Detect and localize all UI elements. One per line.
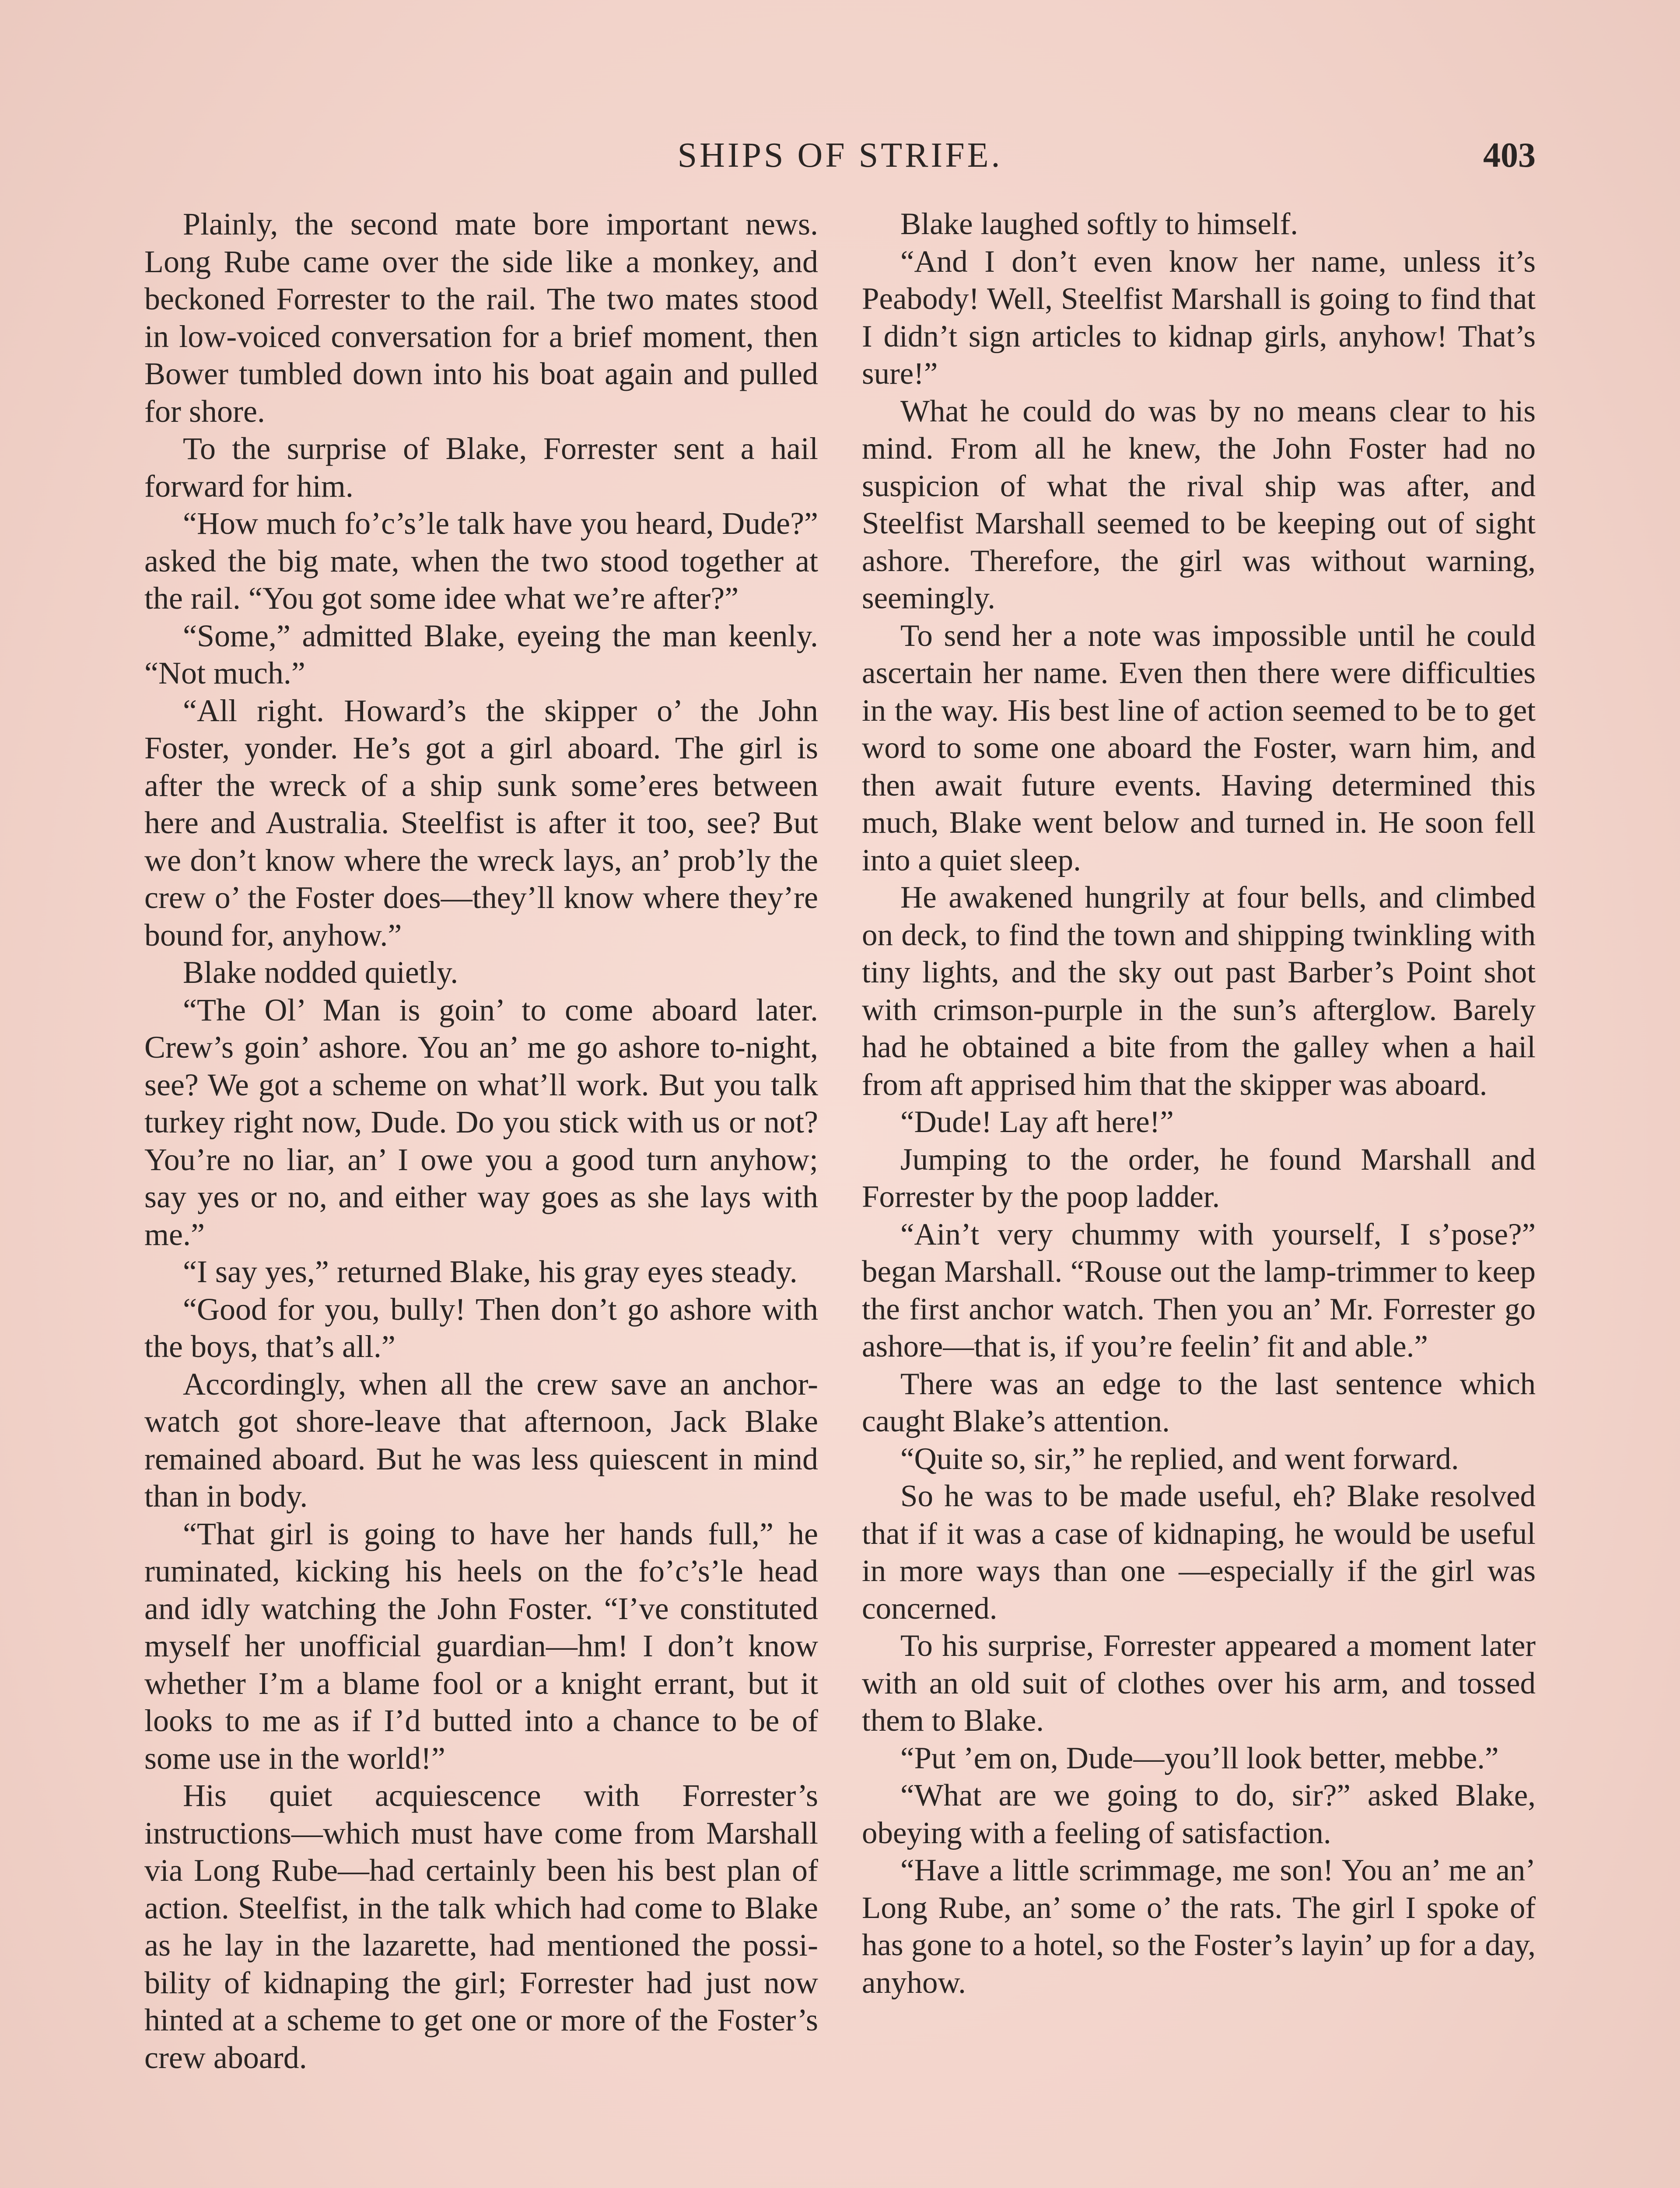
paragraph: There was an edge to the last sentence which caught Blake’s attention.: [862, 1367, 1536, 1438]
paragraph: Blake laughed softly to himself.: [900, 207, 1298, 241]
page-header: [144, 131, 1536, 179]
paragraph: “All right. Howard’s the skipper o’ the John Foster, yonder. He’s got a girl aboard. The girl is after the wreck of a ship sunk some’eres between here and Australia. Steelfist is after it too, see? But we don’t know where the wreck lays, an’ prob’ly the crew o’ the Foster does—they’ll know where they’re bound for, anyhow.”: [144, 693, 818, 953]
paragraph: Accordingly, when all the crew save an anchor-watch got shore-leave that afternoon, Jack Blake remained aboard. But he was less quiescent in mind than in body.: [144, 1366, 818, 1514]
paragraph: Blake nodded quietly.: [183, 955, 458, 990]
paragraph: “I say yes,” returned Blake, his gray eyes steady.: [183, 1254, 798, 1289]
paragraph: “And I don’t even know her name, unless it’s Peabody! Well, Steelfist Marshall is going to find that I didn’t sign articles to kidnap girls, anyhow! That’s sure!”: [862, 244, 1536, 391]
right-column: [862, 206, 1536, 2188]
paragraph: “That girl is going to have her hands full,” he ruminated, kicking his heels on the fo’c’s’le head and idly watching the John Foster. “I’ve constituted myself her unofficial guardian—hm! I don’t know whether I’m a blame fool or a knight errant, but it looks to me as if I’d butted into a chance to be of some use in the world!”: [144, 1516, 818, 1776]
page-number: 403: [1483, 136, 1536, 175]
text-columns: [144, 206, 1536, 2188]
paragraph: Jumping to the order, he found Marshall and Forrester by the poop ladder.: [862, 1142, 1536, 1214]
paragraph: His quiet acquiescence with Forrester’s instructions—which must have come from Marshall via Long Rube—had certainly been his best plan of action. Steelfist, in the talk which had come to Blake as he lay in the lazarette, had mentioned the possibility of kidnaping the girl; Forrester had just now hinted at a scheme to get one or more of the Foster’s crew aboard.: [144, 1778, 818, 2075]
paragraph: “Ain’t very chummy with yourself, I s’pose?” began Marshall. “Rouse out the lamp-trimmer to keep the first anchor watch. Then you an’ Mr. Forrester go ashore—that is, if you’re feelin’ fit and able.”: [862, 1217, 1536, 1364]
paragraph: “Quite so, sir,” he replied, and went forward.: [900, 1441, 1459, 1476]
left-column: [144, 206, 818, 2188]
paragraph: “Good for you, bully! Then don’t go ashore with the boys, that’s all.”: [144, 1291, 818, 1364]
running-title: SHIPS OF STRIFE.: [677, 136, 1003, 175]
paragraph: “Some,” admitted Blake, eyeing the man keenly. “Not much.”: [144, 618, 818, 691]
paragraph: To his surprise, Forrester appeared a moment later with an old suit of clothes over his arm, and tossed them to Blake.: [862, 1629, 1536, 1738]
paragraph: “Have a little scrimmage, me son! You an’ me an’ Long Rube, an’ some o’ the rats. The girl I spoke of has gone to a hotel, so the Foster’s layin’ up for a day, anyhow.: [862, 1853, 1536, 2000]
paragraph: “What are we going to do, sir?” asked Blake, obeying with a feeling of satisfaction.: [862, 1778, 1536, 1850]
paragraph: So he was to be made useful, eh? Blake resolved that if it was a case of kidnaping, he would be useful in more ways than one —especially if the girl was concerned.: [862, 1479, 1536, 1626]
paragraph: What he could do was by no means clear to his mind. From all he knew, the John Foster had no suspicion of what the rival ship was after, and Steelfist Marshall seemed to be keeping out of sight ashore. Therefore, the girl was without warning, seemingly.: [862, 394, 1536, 615]
paragraph: To the surprise of Blake, Forrester sent a hail forward for him.: [144, 431, 818, 504]
paragraph: Plainly, the second mate bore important news. Long Rube came over the side like a monkey, and beckoned Forrester to the rail. The two mates stood in low-voiced conversation for a brief moment, then Bower tumbled down into his boat again and pulled for shore.: [144, 207, 818, 429]
paragraph: “Dude! Lay aft here!”: [900, 1105, 1174, 1139]
paragraph: To send her a note was impossible until he could ascertain her name. Even then there were difficulties in the way. His best line of action seemed to be to get word to some one aboard the Foster, warn him, and then await future events. Having determined this much, Blake went below and turned in. He soon fell into a quiet sleep.: [862, 618, 1536, 877]
paragraph: He awakened hungrily at four bells, and climbed on deck, to find the town and shipping twinkling with tiny lights, and the sky out past Barber’s Point shot with crimson-purple in the sun’s afterglow. Barely had he obtained a bite from the galley when a hail from aft apprised him that the skipper was aboard.: [862, 880, 1536, 1102]
paragraph: “Put ’em on, Dude—you’ll look better, mebbe.”: [900, 1741, 1499, 1775]
paragraph: “The Ol’ Man is goin’ to come aboard later. Crew’s goin’ ashore. You an’ me go ashore to-night, see? We got a scheme on what’ll work. But you talk turkey right now, Dude. Do you stick with us or not? You’re no liar, an’ I owe you a good turn anyhow; say yes or no, and either way goes as she lays with me.”: [144, 992, 818, 1252]
paragraph: “How much fo’c’s’le talk have you heard, Dude?” asked the big mate, when the two stood together at the rail. “You got some idee what we’re after?”: [144, 506, 818, 616]
